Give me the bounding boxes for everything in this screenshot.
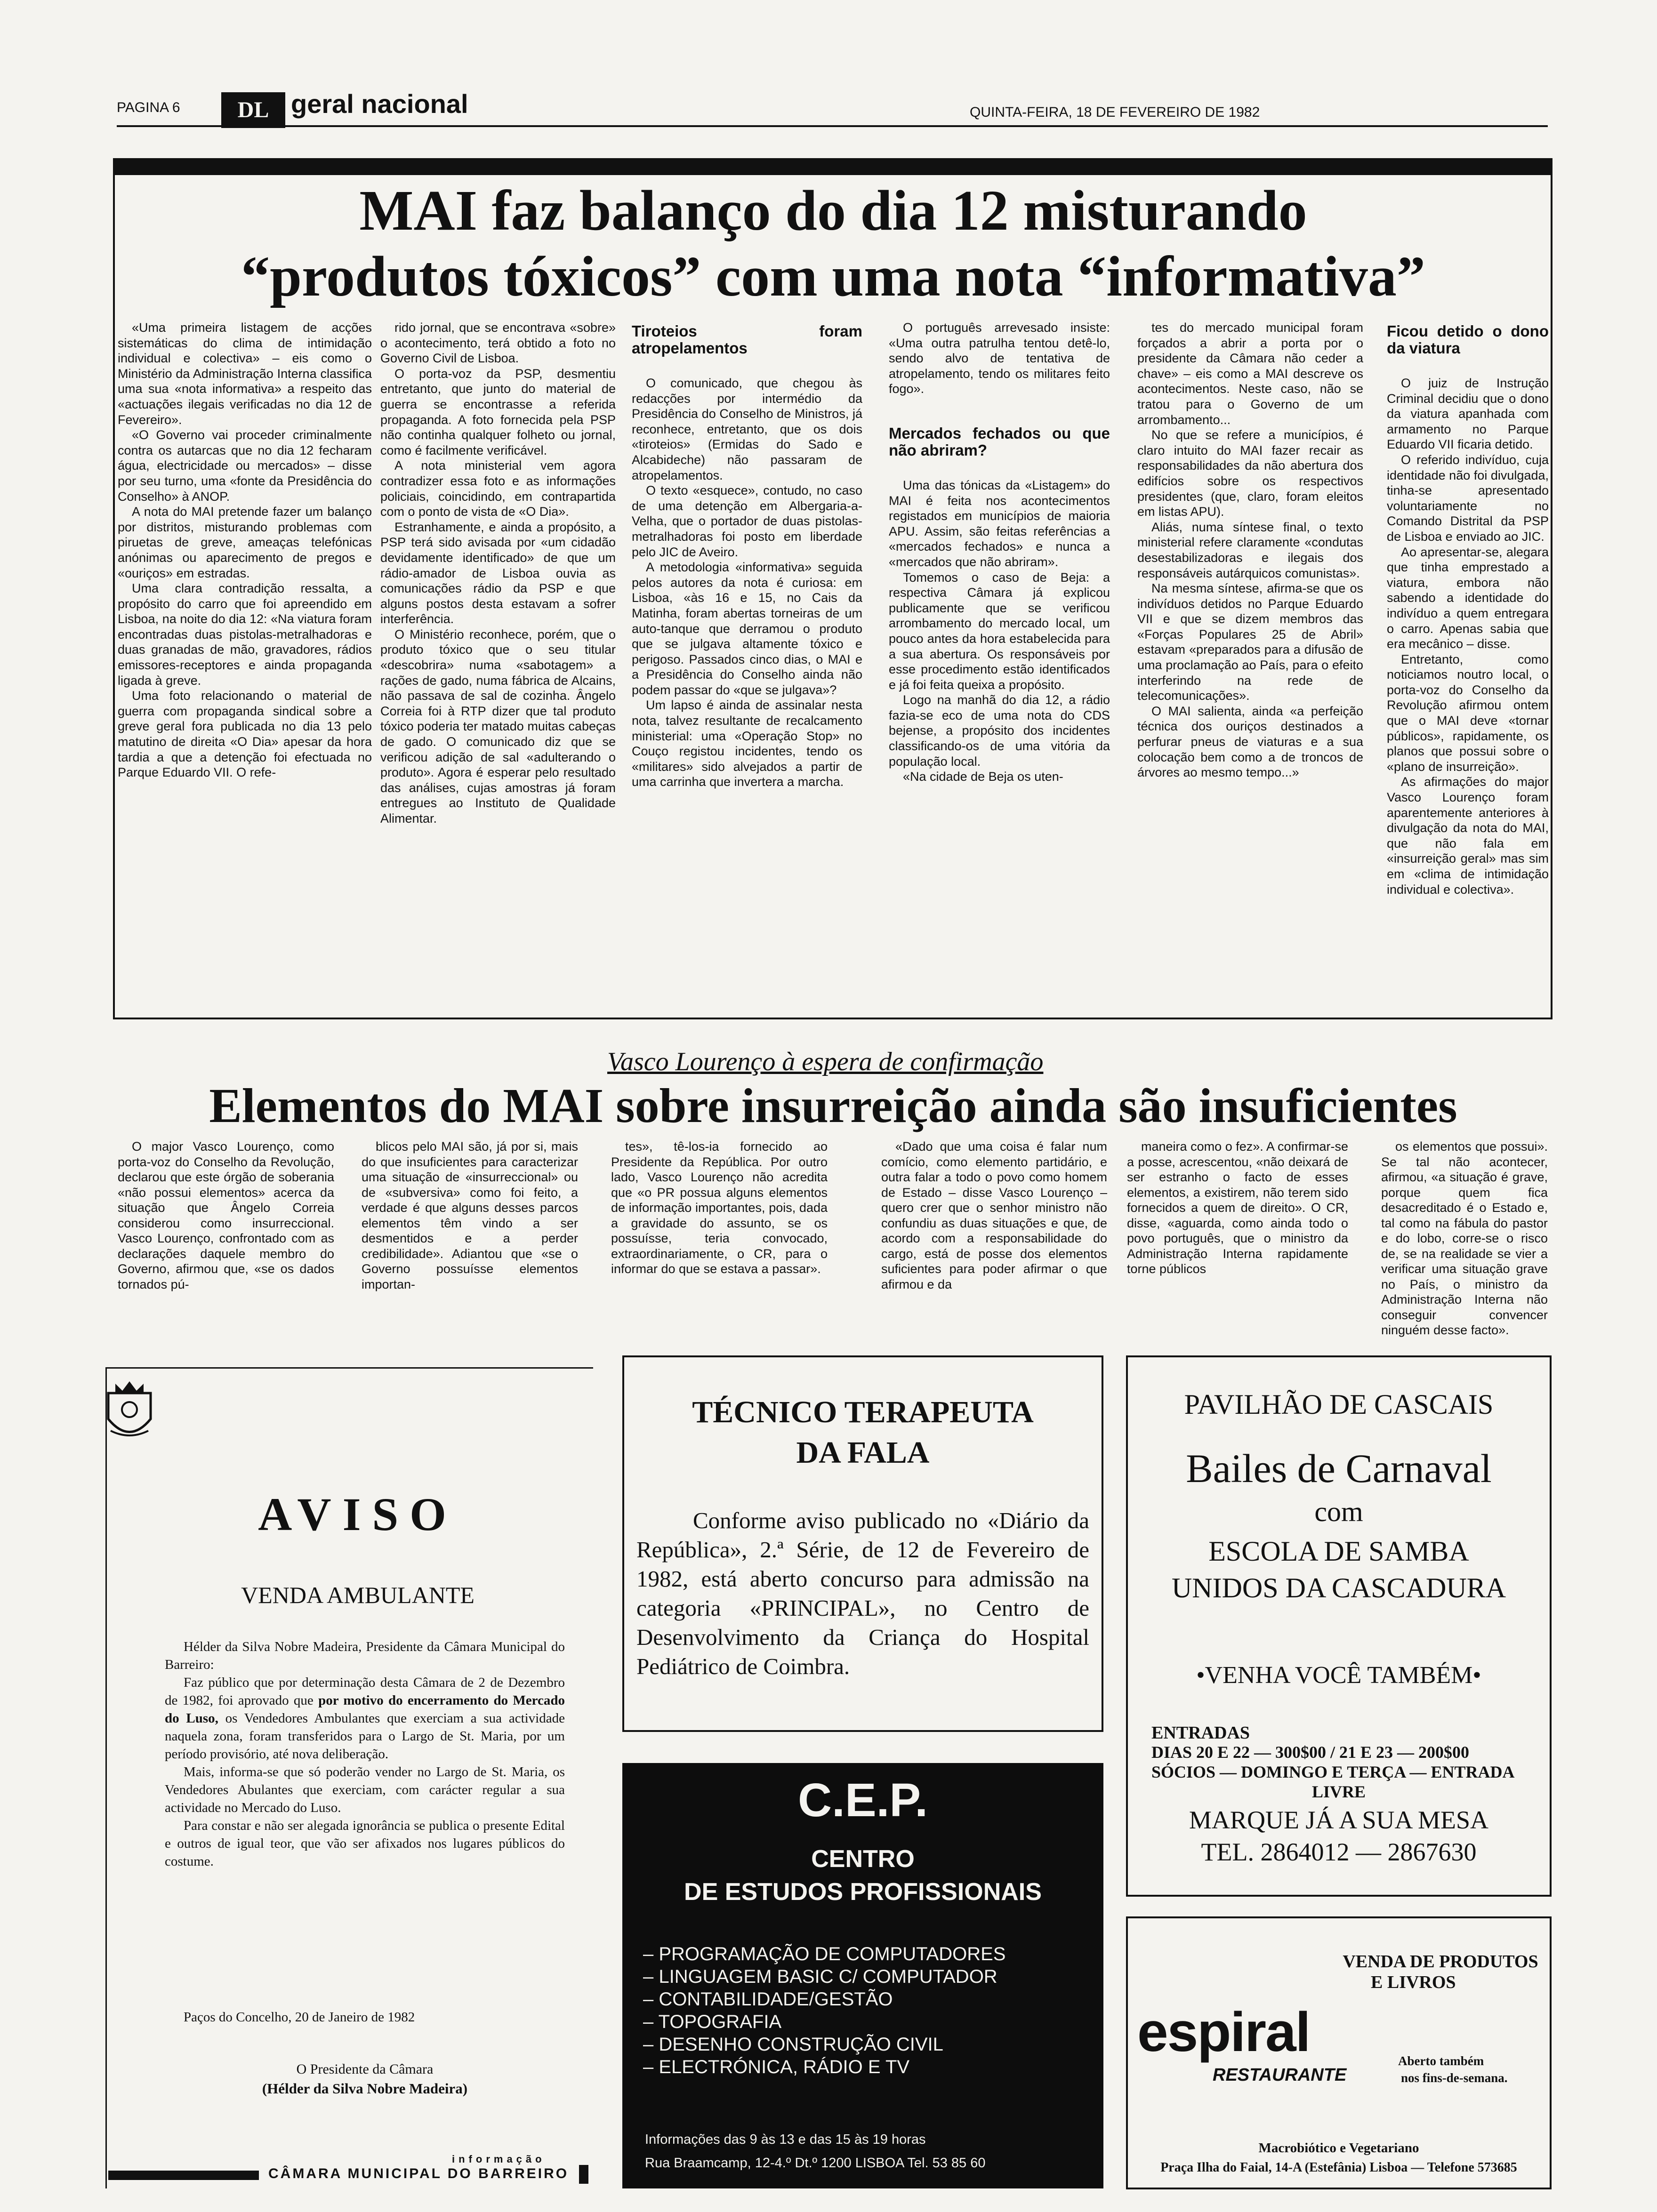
cep-course-item: – TOPOGRAFIA [643,2012,782,2032]
article2-column-2: blicos pelo MAI são, já por si, mais do que insuficientes para caracterizar uma situação de «insurreccional» ou de «subversiva» como foi feito, a verdade é que alguns desses parcos elementos têm vindo a ser desmentidos e a perder credibilidade». Adiantou que «se o Governo possuísse elementos importan- [362,1139,578,1291]
article1-column-2: rido jornal, que se encontrava «sobre» o acontecimento, terá obtido a foto no Governo Civil de Lisboa. O porta-voz da PSP, desmentiu entretanto, que junto do material de guerra se encontrasse a referida propaganda. A foto fornecida pela PSP não continha qualquer folheto ou jornal, como é facilmente verificável. A nota ministerial vem agora contradizer essa foto e as informações policiais, coincidindo, em contrapartida com o ponto de vista de «O Dia». Estranhamente, e ainda a propósito, a PSP terá sido avisada por «um cidadão devidamente identificado» de que um rádio-amador de Lisboa ouvia as comunicações rádio da PSP e que alguns postos desta estavam a sofrer interferência. O Ministério reconhece, porém, que o produto tóxico que o seu titular «descobrira» numa «sabotagem» a rações de gado, numa fábrica de Alcains, não passava de sal de cozinha. Ângelo Correia foi à RTP dizer que tal produto tóxico poderia ter matado muitas cabeças de gado. O comunicado diz que se verificou adição de sal «adulterando o produto». Agora é esperar pelo resultado das análises, cujas amostras já foram entregues ao Instituto de Qualidade Alimentar. [380,321,616,825]
article2-column-3: tes», tê-los-ia fornecido ao Presidente da República. Por outro lado, Vasco Lourenço não acredita que «o PR possua alguns elementos de informação importantes, pois, dada a gravidade do assunto, se os possuísse, teria convocado, extraordinariamente, o CR, para o informar do que se estava a passar». [611,1139,828,1276]
cascais-samba-school: ESCOLA DE SAMBA [1208,1536,1469,1567]
article1-column-4: O português arrevesado insiste: «Uma outra patrulha tentou detê-lo, sendo alvo de tentativa de atropelamento, tendo os militares feito fogo». Mercados fechados ou que não abriram? Uma das tónicas da «Listagem» do MAI é feita nos acontecimentos registados em municípios de maioria APU. Assim, são feitas referências a «mercados fechados» e nunca a «mercados que não abriram». Tomemos o caso de Beja: a respectiva Câmara já explicou publicamente que se verificou arrombamento do mercado local, um pouco antes da hora estabelecida para a sua abertura. Os responsáveis por esse procedimento estão identificados e já foi feita queixa a propósito. Logo na manhã do dia 12, a rádio fazia-se eco de uma nota do CDS bejense, a propósito dos incidentes classificando-os de uma vitória da população local. «Na cidade de Beja os uten- [889,321,1110,784]
cep-course-item: – CONTABILIDADE/GESTÃO [643,1989,893,2010]
cascais-with: com [1314,1496,1363,1527]
espiral-address: Praça Ilha do Faial, 14-A (Estefânia) Lisboa — Telefone 573685 [1160,2160,1517,2175]
cascais-title: PAVILHÃO DE CASCAIS [1184,1389,1494,1420]
aviso-date: Paços do Concelho, 20 de Janeiro de 1982 [184,2010,415,2025]
article2-headline: Elementos do MAI sobre insurreição ainda são insuficientes [209,1079,1457,1133]
article-top-bar [115,160,1551,175]
aviso-footer: CÂMARA MUNICIPAL DO BARREIRO [268,2166,569,2181]
article2-column-6: os elementos que possui». Se tal não acontecer, afirmou, «a situação é grave, porque quem fica desacreditado é o Estado e, tal como na fábula do pastor e do lobo, corre-se o risco de, se na realidade se vier a verificar uma situação grave no País, o ministro da Administração Interna não conseguir convencer ninguém desse facto». [1381,1139,1548,1337]
page-number: PAGINA 6 [117,100,180,115]
article2-column-4: «Dado que uma coisa é falar num comício, como elemento partidário, e outra falar a todo o povo como homem de Estado – disse Vasco Lourenço – quero crer que o senhor ministro não confundiu as duas situações e que, de acordo com a responsabilidade do cargo, está de posse dos elementos suficientes para poder afirmar o que afirmou e da [881,1139,1107,1291]
cascais-entries-members: SÓCIOS — DOMINGO E TERÇA — ENTRADA [1151,1763,1515,1781]
main-headline-line2: “produtos tóxicos” com uma nota “informativa” [241,245,1425,308]
cep-course-item: – DESENHO CONSTRUÇÃO CIVIL [643,2034,943,2055]
aviso-signature-name: (Hélder da Silva Nobre Madeira) [262,2080,468,2097]
municipal-coat-of-arms-icon [99,1374,160,1445]
article2-kicker: Vasco Lourenço à espera de confirmação [607,1047,1044,1076]
header-rule [117,125,1548,127]
espiral-cuisine: Macrobiótico e Vegetariano [1258,2140,1419,2156]
cep-course-item: – LINGUAGEM BASIC C/ COMPUTADOR [643,1966,997,1987]
aviso-title: AVISO [258,1488,458,1540]
cep-info-address: Rua Braamcamp, 12-4.º Dt.º 1200 LISBOA Tel. 53 85 60 [645,2156,986,2171]
cep-title: C.E.P. [797,1774,928,1827]
aviso-footer-small: informação [452,2153,546,2165]
aviso-footer-end-mark [579,2165,588,2184]
cep-info-hours: Informações das 9 às 13 e das 15 às 19 horas [645,2132,926,2147]
cep-course-item: – PROGRAMAÇÃO DE COMPUTADORES [643,1944,1006,1964]
article2-column-5: maneira como o fez». A confirmar-se a posse, acrescentou, «não deixará de ser estranho o facto de esses elementos, a existirem, não terem sido fornecidos a quem de direito». O CR, disse, «aguarda, como ainda todo o povo português, que o ministro da Administração Interna rapidamente torne públicos [1127,1139,1348,1276]
article2-column-1: O major Vasco Lourenço, como porta-voz do Conselho da Revolução, declarou que este órgão de soberania «não possui elementos» acerca da situação que Ângelo Correia considerou como insurreccional. Vasco Lourenço, confrontado com as declarações daquele membro do Governo, afirmou que, «se os dados tornados pú- [118,1139,334,1291]
aviso-subtitle: VENDA AMBULANTE [241,1582,475,1608]
espiral-logo: espiral [1137,2001,1310,2063]
article1-column-5: tes do mercado municipal foram forçados a abrir a porta por o presidente da Câmara não ceder a chave» – eis como a MAI descreve os acontecimentos. Neste caso, não se tratou para o Governo de um arrombamento... No que se refere a municípios, é claro intuito do MAI fazer recair as responsabilidades da não abertura dos edifícios sobre os respectivos presidentes (que, claro, foram eleitos em listas APU). Aliás, numa síntese final, o texto ministerial refere claramente «condutas desestabilizadoras e ilegais dos responsáveis autárquicos comunistas». Na mesma síntese, afirma-se que os indivíduos detidos no Parque Eduardo VII e que se dizem membros das «Forças Populares 25 de Abril» estavam «preparados para a difusão de uma proclamação ao País, para o efeito interferindo na rede de telecomunicações». O MAI salienta, ainda «a perfeição técnica dos ouriços destinados a perfurar pneus de viaturas e a sua colocação bem como a de troncos de árvores ao mesmo tempo...» [1137,321,1363,780]
cascais-entries-prices: DIAS 20 E 22 — 300$00 / 21 E 23 — 200$00 [1151,1743,1470,1762]
cep-course-list [643,1943,1095,2078]
cascais-entries-free: LIVRE [1311,1782,1366,1801]
terapeuta-title-line1: TÉCNICO TERAPEUTA [692,1395,1034,1429]
aviso-body: Hélder da Silva Nobre Madeira, Presidente da Câmara Municipal do Barreiro: Faz público que por determinação desta Câmara de 2 de Dezembro de 1982, foi aprovado que por motivo do encerramento do Mercado do Luso, os Vendedores Ambulantes que exerciam a sua actividade naquela zona, foram transferidos para o Largo de St. Maria, por um período provisório, até nova deliberação. Mais, informa-se que só poderão vender no Largo de St. Maria, os Vendedores Abulantes que exerciam, com carácter regular a sua actividade no Mercado do Luso. Para constar e não ser alegada ignorância se publica o presente Edital e outros de igual teor, que vão ser afixados nos lugares públicos do costume. [165,1639,565,1869]
issue-date: QUINTA-FEIRA, 18 DE FEVEREIRO DE 1982 [970,104,1260,120]
cascais-phone: TEL. 2864012 — 2867630 [1201,1838,1477,1866]
espiral-open-note-1: Aberto também [1398,2054,1484,2068]
terapeuta-body: Conforme aviso publicado no «Diário da República», 2.ª Série, de 12 de Fevereiro de 1982, está aberto concurso para admissão na categoria «PRINCIPAL», no Centro de Desenvolvimento da Criança do Hospital Pediátrico de Coimbra. [636,1507,1089,1679]
espiral-logo-subtitle: RESTAURANTE [1213,2065,1347,2085]
subhead-ficou-detido: Ficou detido o dono da viatura [1387,322,1549,357]
aviso-signature-role: O Presidente da Câmara [296,2061,434,2077]
section-title: geral nacional [291,89,468,119]
article1-column-1: «Uma primeira listagem de acções sistemáticas do clima de intimidação individual e colectiva» – eis como o Ministério da Administração Interna classifica uma sua «nota informativa» a respeito das «actuações ilegais verificadas no dia 12 de Fevereiro». «O Governo vai proceder criminalmente contra os autarcas que no dia 12 fecharam água, electricidade ou mercados» – disse por seu turno, uma «fonte da Presidência do Conselho» à ANOP. A nota do MAI pretende fazer um balanço por distritos, misturando problemas com piruetas de greve, ameaças telefónicas anónimas ou aparecimento de pregos e «ouriços» em estradas. Uma clara contradição ressalta, a propósito do carro que foi apreendido em Lisboa, na noite do dia 12: «Na viatura foram encontradas duas pistolas-metralhadoras e duas granadas de mão, gravadores, rádios emissores-receptores e ainda propaganda ligada à greve. Uma foto relacionando o material de guerra com propaganda sindical sobre a greve geral fora publicada no dia 13 pelo matutino de direita «O Dia» apesar da hora tardia a que a detenção foi efectuada no Parque Eduardo VII. O refe- [118,321,372,780]
espiral-open-note-2: nos fins-de-semana. [1401,2071,1508,2085]
cascais-headline: Bailes de Carnaval [1186,1446,1492,1491]
cascais-samba-name: UNIDOS DA CASCADURA [1171,1572,1506,1603]
article1-column-3: Tiroteios foram atropelamentos O comunicado, que chegou às redacções por intermédio da Presidência do Conselho de Ministros, já reconhece, entretanto, que os dois «tiroteios» (Ermidas do Sado e Alcabideche) não passaram de atropelamentos. O texto «esquece», contudo, no caso de uma detenção em Albergaria-a-Velha, que o portador de duas pistolas-metralhadoras foi posto em liberdade pelo JIC de Aveiro. A metodologia «informativa» seguida pelos autores da nota é curiosa: em Lisboa, «às 16 e 15, no Cais da Matinha, foram abertas torneiras de um auto-tanque que derramou o produto que se julgava altamente tóxico e perigoso. Passados cinco dias, o MAI e a Presidência do Conselho ainda não podem passar do «que se julgava»? Um lapso é ainda de assinalar nesta nota, talvez resultante de recalcamento ministerial: uma «Operação Stop» no Couço registou incidentes, tendo os «militares» sido alvejados a partir de uma carrinha que invertera a marcha. [632,322,862,789]
cascais-entries-label: ENTRADAS [1151,1723,1250,1743]
subhead-mercados: Mercados fechados ou que não abriram? [889,424,1110,459]
cep-subtitle-1: CENTRO [811,1845,915,1873]
cascais-reserve: MARQUE JÁ A SUA MESA [1189,1806,1489,1834]
cep-course-item: – ELECTRÓNICA, RÁDIO E TV [643,2057,910,2077]
article1-column-6: Ficou detido o dono da viatura O juiz de Instrução Criminal decidiu que o dono da viatura apanhada com armamento no Parque Eduardo VII ficaria detido. O referido indivíduo, cuja identidade não foi divulgada, tinha-se apresentado voluntariamente no Comando Distrital da PSP de Lisboa e enviado ao JIC. Ao apresentar-se, alegara que tinha emprestado a viatura, embora não sabendo a identidade do indivíduo a quem entregara o carro. Apenas sabia que era mecânico – disse. Entretanto, como noticiamos noutro local, o porta-voz do Conselho da Revolução afirmou ontem que o MAI deve «tornar públicos», rapidamente, os planos que possui sobre o «plano de insurreição». As afirmações do major Vasco Lourenço foram aparentemente anteriores à divulgação da nota do MAI, que não fala em «insurreição geral» mas sim em «clima de intimidação individual e colectiva». [1387,322,1549,897]
terapeuta-title-line2: DA FALA [796,1435,930,1470]
espiral-products: VENDA DE PRODUTOS E LIVROS [1343,1952,1538,1992]
main-headline-line1: MAI faz balanço do dia 12 misturando [359,179,1307,242]
cascais-slogan: •VENHA VOCÊ TAMBÉM• [1196,1662,1481,1689]
aviso-footer-bar [108,2171,259,2180]
newspaper-logo: DL [221,92,285,128]
subhead-tiroteios: Tiroteios foram atropelamentos [632,322,862,357]
cep-subtitle-2: DE ESTUDOS PROFISSIONAIS [684,1878,1042,1906]
